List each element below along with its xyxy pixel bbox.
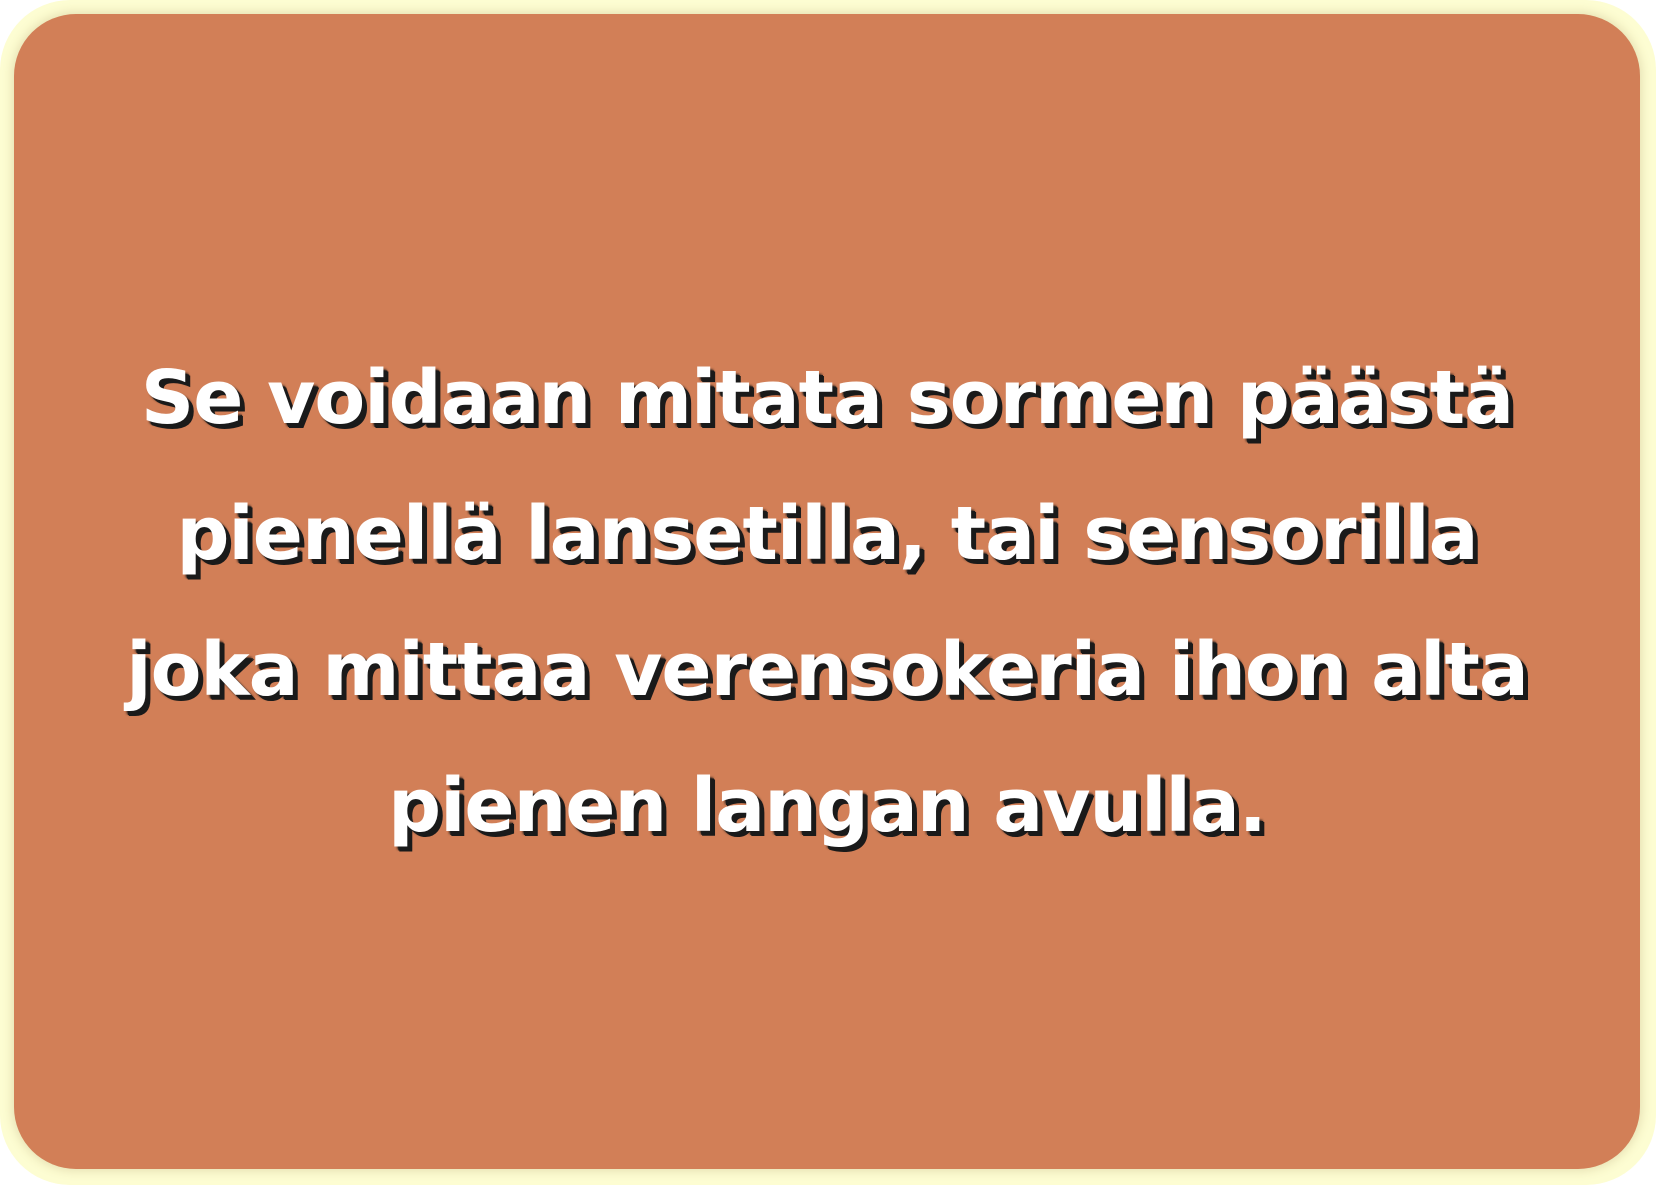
card-message (27, 330, 1627, 874)
message-line-1: Se voidaan mitata sormen päästä (140, 354, 1514, 441)
message-line-3: joka mittaa verensokeria ihon alta (126, 626, 1528, 713)
message-line-2: pienellä lansetilla, tai sensorilla (176, 490, 1478, 577)
message-line-4: pienen langan avulla. (388, 762, 1266, 849)
text-card (14, 14, 1640, 1169)
